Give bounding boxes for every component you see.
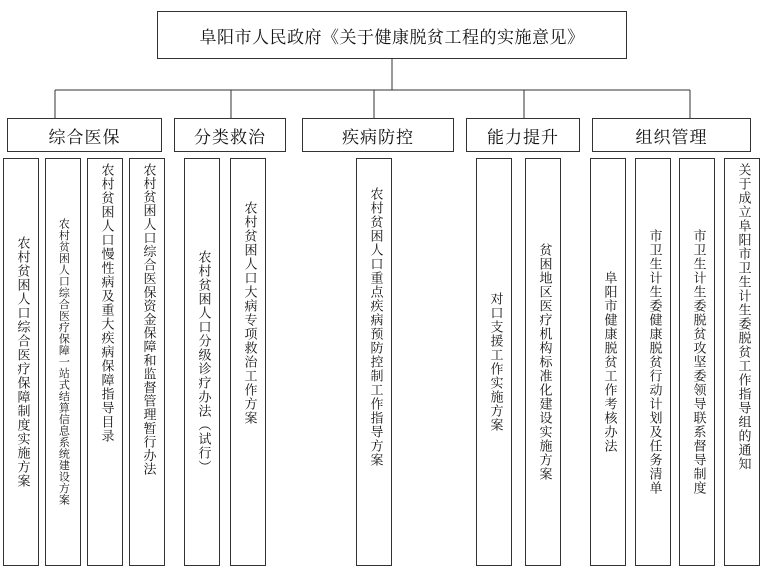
doc-title: 农村贫困人口重点疾病预防控制工作指导方案 (367, 187, 383, 467)
doc-box (724, 158, 760, 566)
doc-box (356, 158, 392, 566)
category-label: 分类救治 (194, 127, 266, 148)
doc-title: 市卫生计生委健康脱贫行动计划及任务清单 (646, 229, 662, 495)
doc-box (635, 158, 671, 566)
doc-box (184, 158, 220, 566)
doc-title: 农村贫困人口综合医疗保障一站式结算信息系统建设方案 (57, 218, 71, 506)
doc-title: 贫困地区医疗机构标准化建设实施方案 (536, 243, 552, 481)
doc-title: 市卫生计生委脱贫攻坚委领导联系督导制度 (690, 229, 706, 495)
category-node-organization-management (592, 118, 751, 152)
doc-title: 对口支援工作实施方案 (487, 292, 503, 432)
doc-title: 农村贫困人口分级诊疗办法（试行） (195, 250, 211, 474)
root-node (157, 11, 627, 59)
root-title: 阜阳市人民政府《关于健康脱贫工程的实施意见》 (199, 27, 585, 48)
category-node-disease-control (302, 118, 454, 152)
doc-title: 阜阳市健康脱贫工作考核办法 (601, 271, 617, 453)
doc-box (476, 158, 512, 566)
doc-box (679, 158, 715, 566)
doc-title: 农村贫困人口综合医保资金保障和监督管理暂行办法 (140, 163, 156, 476)
category-node-medical-insurance (7, 118, 162, 152)
doc-title: 农村贫困人口大病专项救治工作方案 (241, 201, 257, 425)
doc-title: 农村贫困人口慢性病及重大疾病保障指导目录 (98, 163, 114, 443)
category-label: 综合医保 (48, 127, 121, 148)
category-node-classified-treatment (174, 118, 286, 152)
category-label: 能力提升 (487, 127, 559, 148)
doc-box (590, 158, 626, 566)
doc-box (129, 158, 165, 566)
category-node-capacity-building (466, 118, 580, 152)
doc-box (3, 158, 39, 566)
category-label: 疾病防控 (342, 127, 414, 148)
doc-box (525, 158, 561, 566)
doc-title: 关于成立阜阳市卫生计生委脱贫工作指导组的通知 (735, 163, 751, 471)
doc-box (230, 158, 266, 566)
doc-box (87, 158, 123, 566)
category-label: 组织管理 (635, 127, 708, 148)
doc-title: 农村贫困人口综合医疗保障制度实施方案 (14, 236, 30, 488)
doc-box (45, 158, 81, 566)
